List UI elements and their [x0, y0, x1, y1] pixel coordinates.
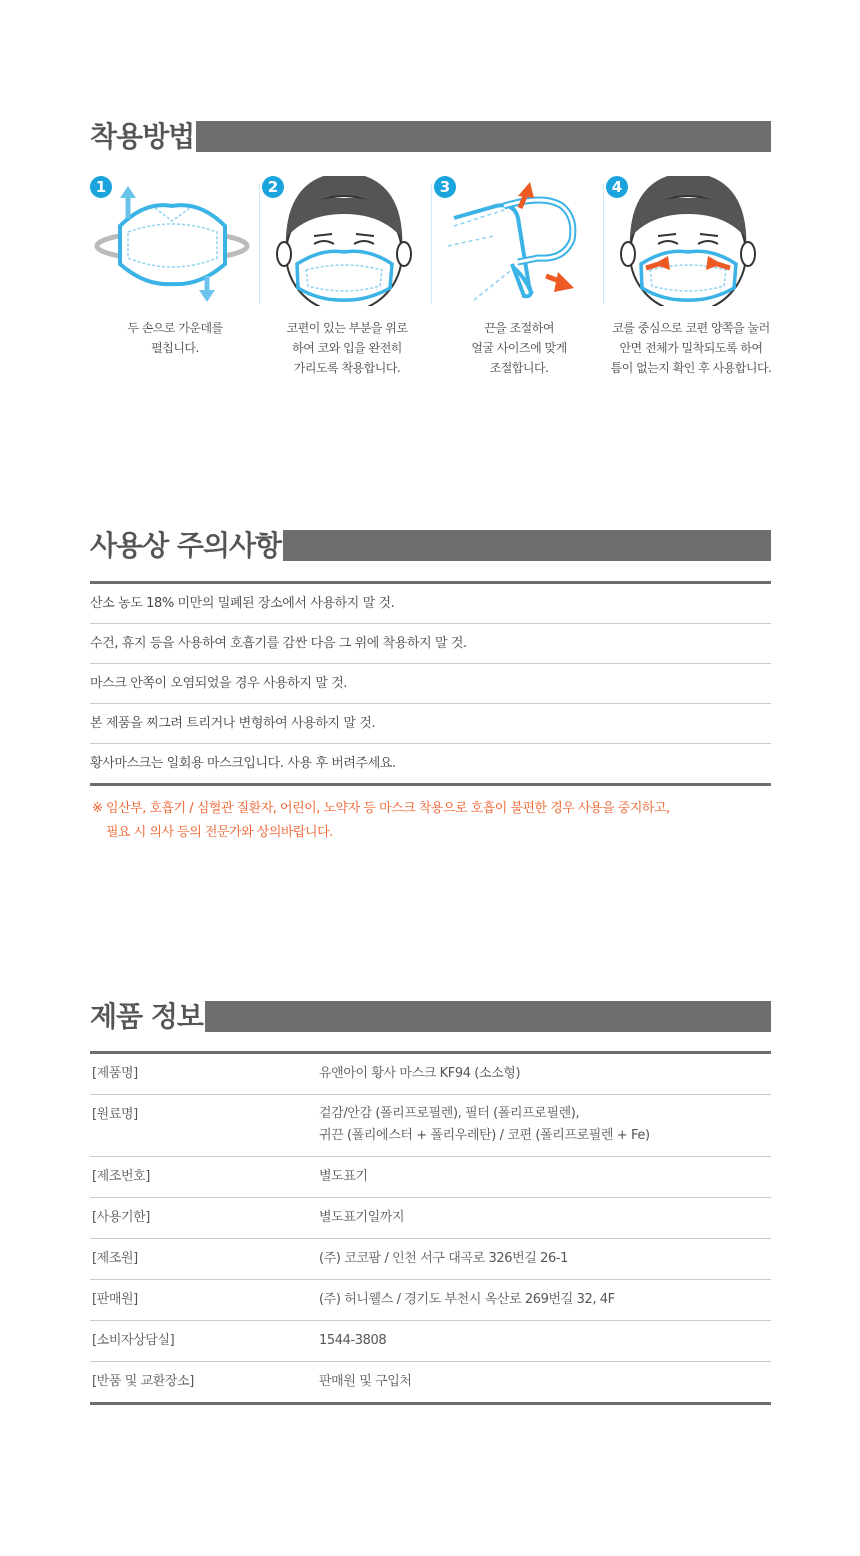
usage-steps: [90, 176, 771, 396]
info-label: [제조원]: [92, 1251, 138, 1266]
info-value: (주) 코코팜 / 인천 서구 대곡로 326번길 26-1: [319, 1251, 569, 1266]
info-value: (주) 허니웰스 / 경기도 부천시 옥산로 269번길 32, 4F: [319, 1292, 615, 1307]
info-value: 겉감/안감 (폴리프로필렌), 필터 (폴리프로필렌), 귀끈 (폴리에스터 + 폴리우레탄) / 코편 (폴리프로필렌 + Fe): [319, 1106, 650, 1143]
step-divider: [259, 184, 260, 304]
caution-item: 수건, 휴지 등을 사용하여 호흡기를 감싼 다음 그 위에 착용하지 말 것.: [90, 624, 771, 664]
step-4-description: 코를 중심으로 코편 양쪽을 눌러 안면 전체가 밀착되도록 하여 틈이 없는지 확인 후 사용합니다.: [610, 321, 772, 375]
cautions-list: [90, 581, 771, 786]
table-row: [90, 1321, 771, 1362]
caution-warning: [92, 797, 772, 845]
info-value: 별도표기: [319, 1169, 368, 1184]
ear-strap-adjust-illustration: [434, 176, 599, 306]
caution-item: 산소 농도 18% 미만의 밀폐된 장소에서 사용하지 말 것.: [90, 584, 771, 624]
step-3: [434, 176, 604, 396]
usage-section-header: [90, 121, 771, 152]
step-3-description: 끈을 조절하여 얼굴 사이즈에 맞게 조절합니다.: [471, 321, 567, 375]
step-number-1: 1: [90, 176, 112, 198]
cautions-title: 사용상 주의사항: [90, 529, 282, 562]
table-row: [90, 1157, 771, 1198]
info-value: 판매원 및 구입처: [319, 1374, 412, 1389]
step-4: [606, 176, 776, 396]
table-row: [90, 1280, 771, 1321]
info-value: 1544-3808: [319, 1333, 387, 1348]
mask-unfold-illustration: [90, 176, 255, 306]
step-number-2: 2: [262, 176, 284, 198]
step-divider: [431, 184, 432, 304]
table-row: [90, 1095, 771, 1157]
info-label: [소비자상담실]: [92, 1333, 175, 1348]
cautions-section-header: [90, 530, 771, 561]
warning-line-1: ※ 임산부, 호흡기 / 심혈관 질환자, 어린이, 노약자 등 마스크 착용으로 호흡이 불편한 경우 사용을 중지하고,: [92, 801, 670, 816]
table-row: [90, 1198, 771, 1239]
caution-item: 황사마스크는 일회용 마스크입니다. 사용 후 버려주세요.: [90, 744, 771, 786]
info-label: [사용기한]: [92, 1210, 150, 1225]
info-value: 별도표기일까지: [319, 1210, 405, 1225]
step-1: [90, 176, 260, 396]
info-label: [원료명]: [92, 1107, 138, 1122]
face-wearing-mask-illustration: [262, 176, 427, 306]
info-label: [제조번호]: [92, 1169, 150, 1184]
warning-line-2: 필요 시 의사 등의 전문가와 상의바랍니다.: [106, 825, 333, 840]
table-row: [90, 1239, 771, 1280]
step-1-description: 두 손으로 가운데를 펼칩니다.: [127, 321, 223, 355]
usage-title: 착용방법: [90, 120, 195, 153]
table-row: [90, 1054, 771, 1095]
step-2-description: 코편이 있는 부분을 위로 하여 코와 입을 완전히 가리도록 착용합니다.: [286, 321, 408, 375]
step-number-4: 4: [606, 176, 628, 198]
product-info-section-header: [90, 1001, 771, 1032]
caution-item: 마스크 안쪽이 오염되었을 경우 사용하지 말 것.: [90, 664, 771, 704]
step-divider: [603, 184, 604, 304]
caution-item: 본 제품을 찌그려 트리거나 변형하여 사용하지 말 것.: [90, 704, 771, 744]
table-row: [90, 1362, 771, 1405]
product-info-table: [90, 1051, 771, 1405]
step-number-3: 3: [434, 176, 456, 198]
info-label: [제품명]: [92, 1066, 138, 1081]
info-value: 유앤아이 황사 마스크 KF94 (소소형): [319, 1066, 521, 1081]
step-2: [262, 176, 432, 396]
info-label: [반품 및 교환장소]: [92, 1374, 194, 1389]
product-info-title: 제품 정보: [90, 1000, 203, 1033]
press-nose-clip-illustration: [606, 176, 771, 306]
info-label: [판매원]: [92, 1292, 138, 1307]
